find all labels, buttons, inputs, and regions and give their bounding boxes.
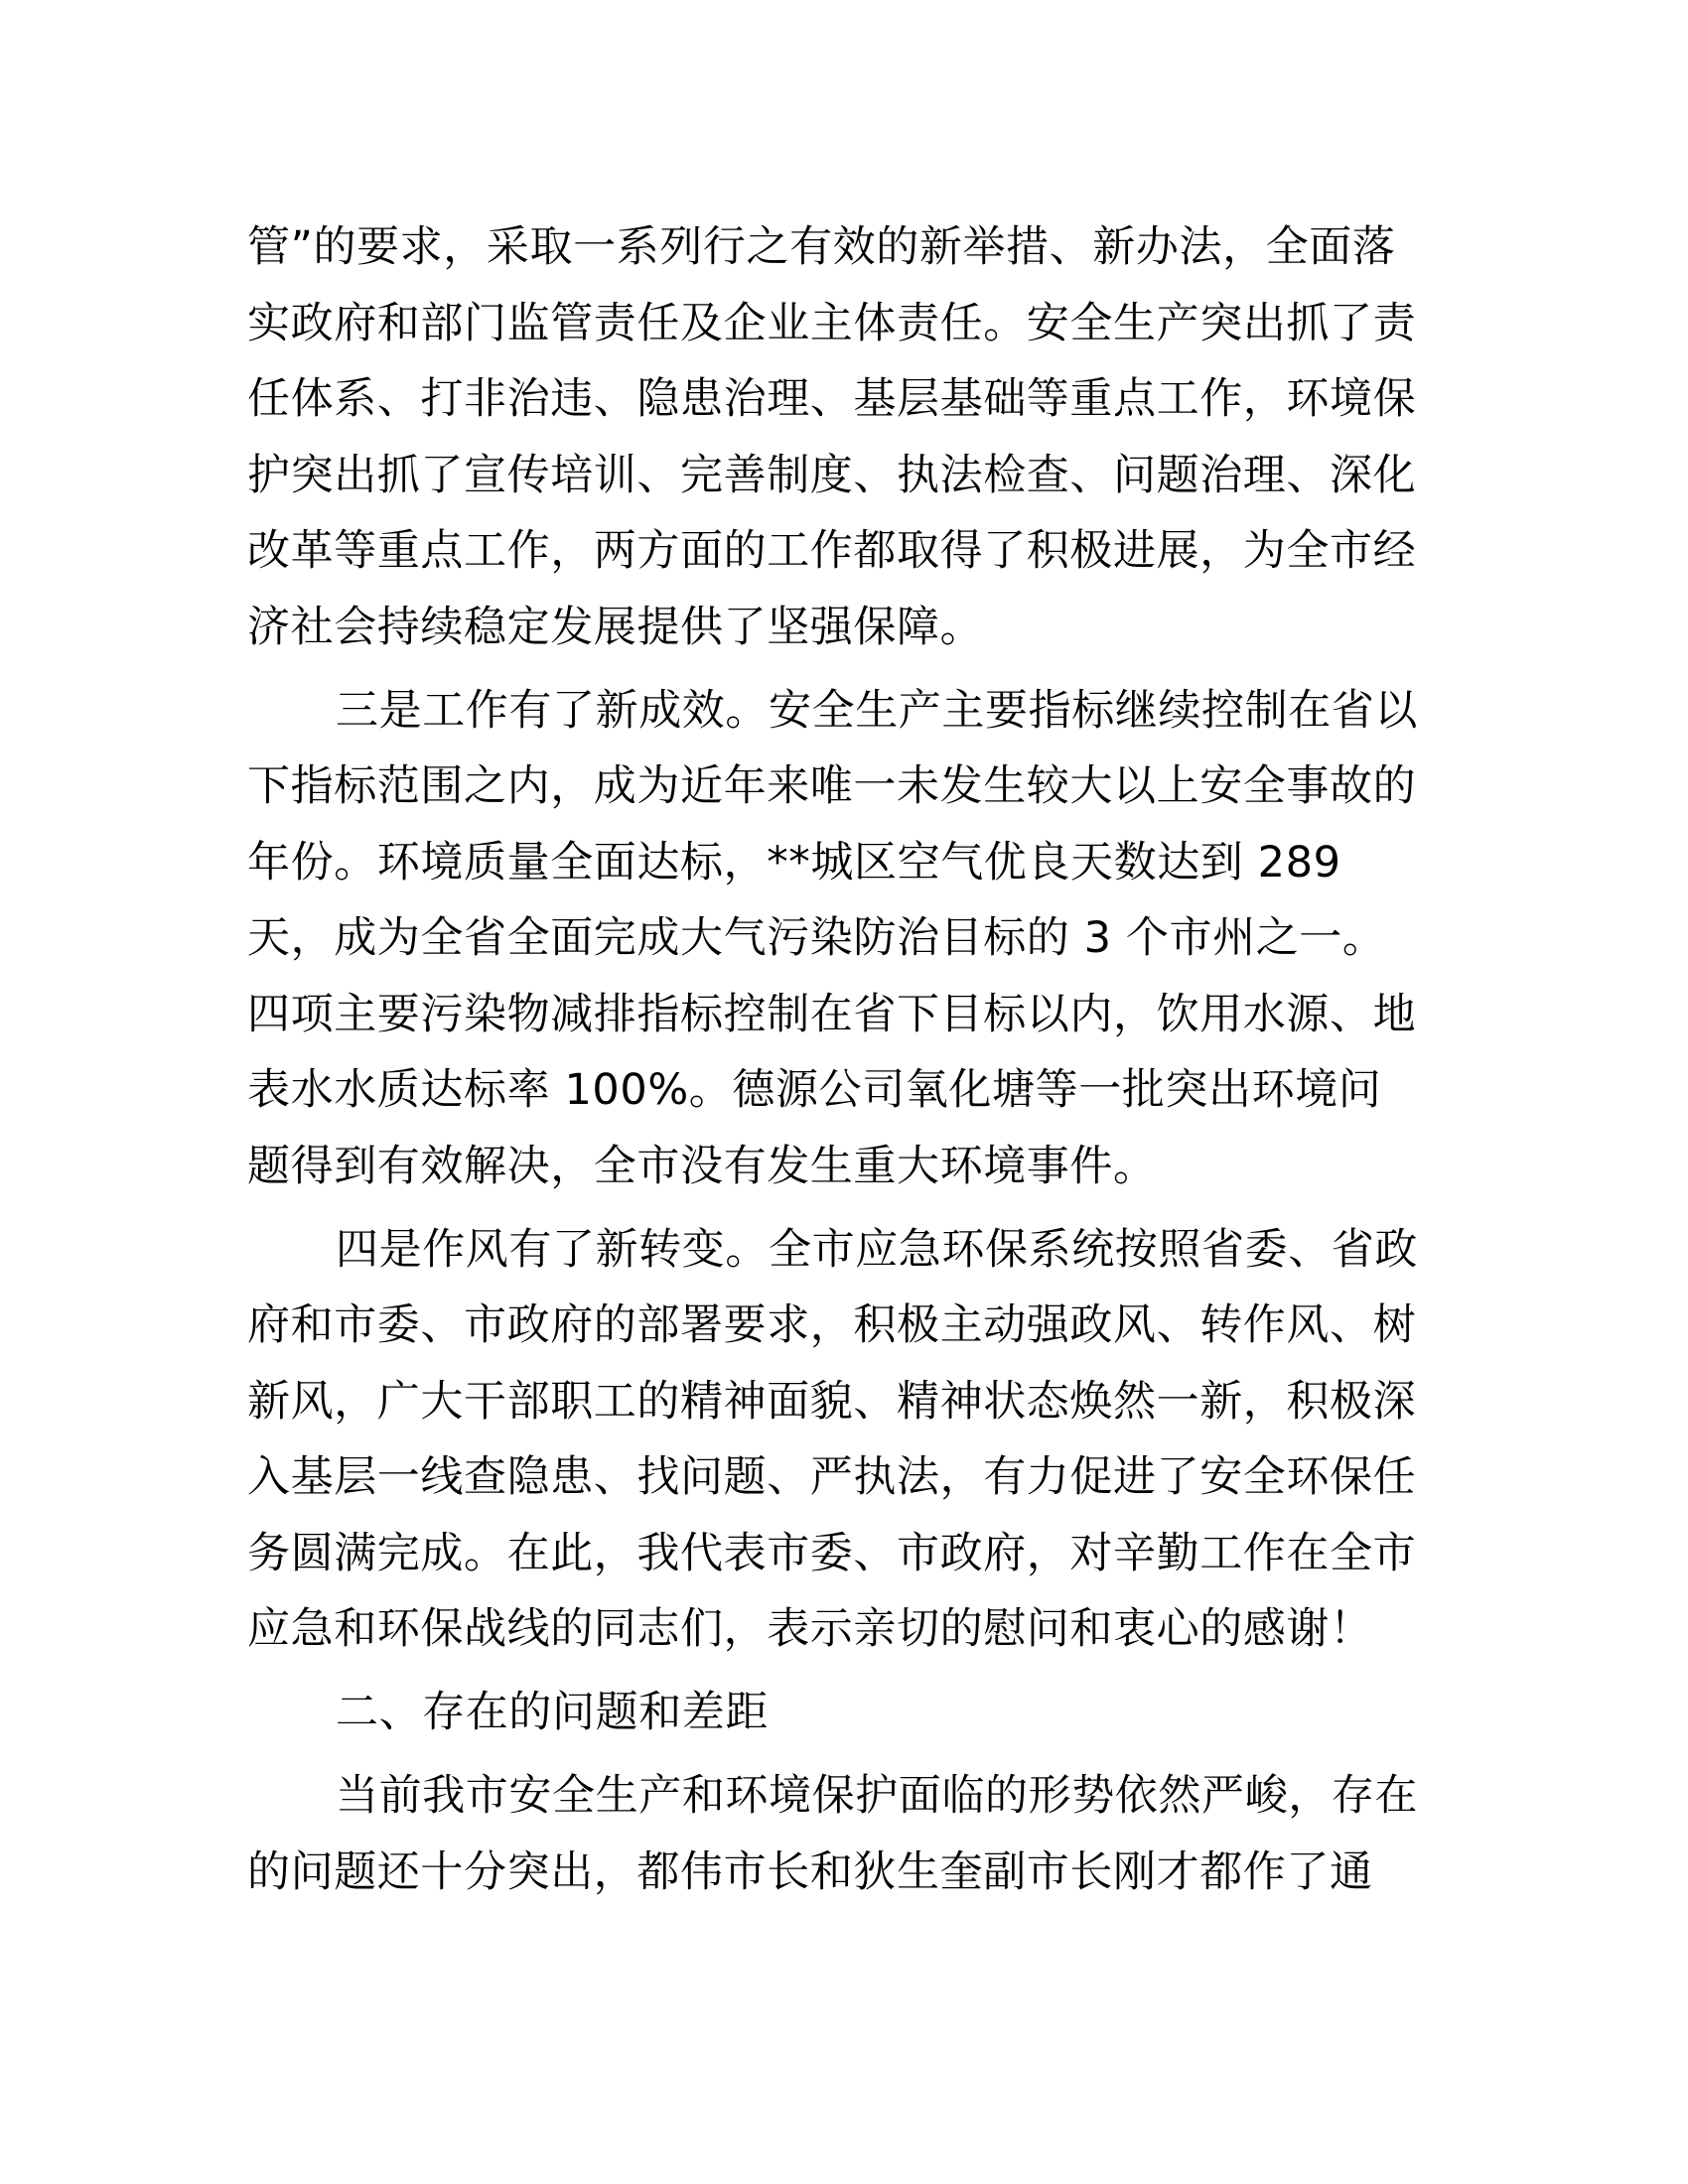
text-line: 当前我市安全生产和环境保护面临的形势依然严峻，存在	[336, 1771, 1418, 1821]
paragraph-new-style	[247, 1212, 1434, 1668]
text-line: 实政府和部门监管责任及企业主体责任。安全生产突出抓了责	[247, 298, 1417, 348]
paragraph-problems	[247, 1758, 1434, 1910]
text-line: 题得到有效解决，全市没有发生重大环境事件。	[247, 1141, 1157, 1191]
section-heading-text: 二、存在的问题和差距	[336, 1688, 769, 1737]
text-line: 改革等重点工作，两方面的工作都取得了积极进展，为全市经	[247, 526, 1417, 576]
text-line: 新风，广大干部职工的精神面貌、精神状态焕然一新，积极深	[247, 1376, 1417, 1427]
paragraph-new-results	[247, 673, 1434, 1205]
text-line: 府和市委、市政府的部署要求，积极主动强政风、转作风、树	[247, 1300, 1417, 1350]
text-line: 管”的要求，采取一系列行之有效的新举措、新办法，全面落	[247, 222, 1396, 272]
paragraph-continuation	[247, 209, 1434, 665]
text-line: 济社会持续稳定发展提供了坚强保障。	[247, 602, 984, 652]
text-line: 四项主要污染物减排指标控制在省下目标以内，饮用水源、地	[247, 989, 1417, 1039]
document-body	[247, 209, 1434, 1918]
text-line: 任体系、打非治违、隐患治理、基层基础等重点工作，环境保	[247, 374, 1417, 424]
text-line: 的问题还十分突出，都伟市长和狄生奎副市长刚才都作了通	[247, 1846, 1373, 1897]
text-line: 入基层一线查隐患、找问题、严执法，有力促进了安全环保任	[247, 1452, 1417, 1502]
text-line: 护突出抓了宣传培训、完善制度、执法检查、问题治理、深化	[247, 450, 1417, 500]
text-line: 三是工作有了新成效。安全生产主要指标继续控制在省以	[336, 685, 1418, 736]
text-line: 下指标范围之内，成为近年来唯一未发生较大以上安全事故的	[247, 761, 1417, 811]
text-line: 表水水质达标率 100%。德源公司氧化塘等一批突出环境问	[247, 1065, 1382, 1115]
text-line: 四是作风有了新转变。全市应急环保系统按照省委、省政	[336, 1224, 1418, 1275]
text-line: 务圆满完成。在此，我代表市委、市政府，对辛勤工作在全市	[247, 1528, 1417, 1578]
text-line: 应急和环保战线的同志们，表示亲切的慰问和衷心的感谢！	[247, 1604, 1373, 1654]
section-heading	[247, 1675, 1434, 1751]
text-line: 天，成为全省全面完成大气污染防治目标的 3 个市州之一。	[247, 913, 1386, 963]
text-line: 年份。环境质量全面达标，**城区空气优良天数达到 289	[247, 837, 1341, 887]
